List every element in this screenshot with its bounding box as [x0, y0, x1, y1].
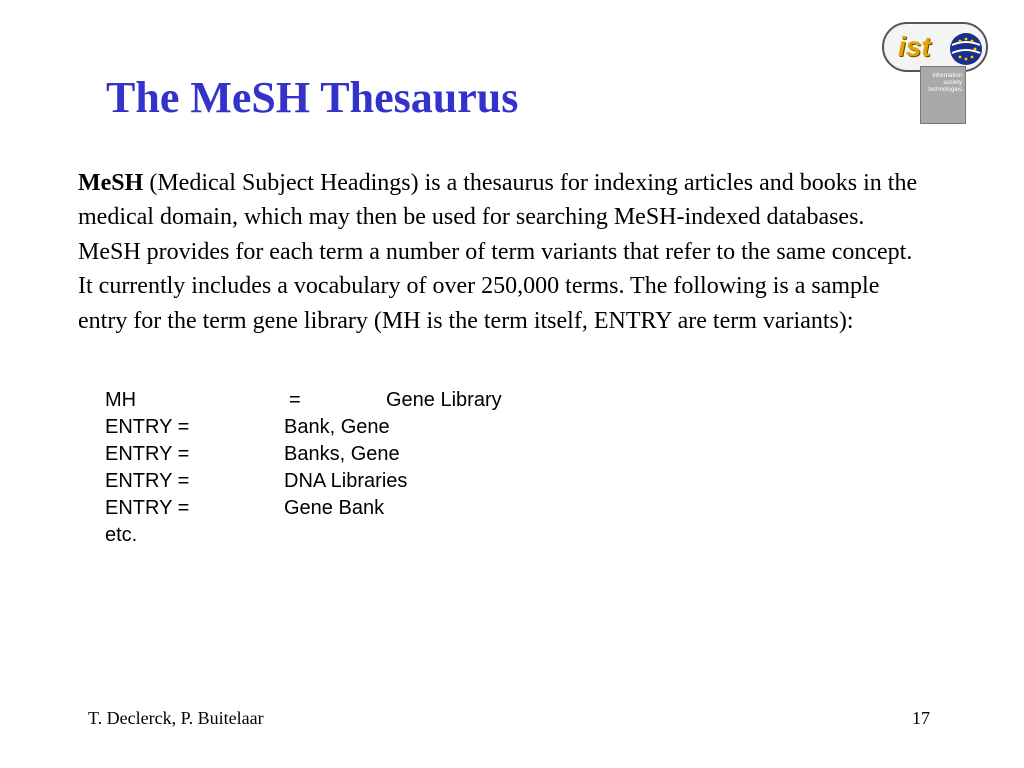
entry-row — [105, 441, 605, 468]
entry-key: ENTRY = — [105, 443, 190, 465]
paragraph-text: (Medical Subject Headings) is a thesaurus for indexing articles and books in the medical domain, which may then be used for searching MeSH-indexed databases. MeSH provides for each term a number of term variants that refer to the same concept. It currently includes a vocabulary of over 250,000 terms. The following is a sample entry for the term gene library (MH is the term itself, ENTRY are term variants): — [78, 170, 918, 334]
logo-plate — [920, 66, 966, 124]
entry-value: Gene Library — [386, 389, 502, 411]
entry-value: Gene Bank — [284, 497, 385, 519]
entry-equals: = — [289, 389, 301, 411]
entry-key: ENTRY = — [105, 470, 190, 492]
entry-value: DNA Libraries — [284, 470, 408, 492]
slide-title: The MeSH Thesaurus — [106, 73, 519, 122]
logo-plate-line: technologies — [928, 87, 962, 93]
mesh-bold-lead: MeSH — [78, 170, 144, 196]
footer-authors: T. Declerck, P. Buitelaar — [88, 708, 264, 728]
entry-row — [105, 468, 605, 495]
logo-wordmark: ist — [898, 31, 931, 62]
logo-badge — [882, 22, 988, 72]
body-paragraph — [78, 166, 918, 338]
footer-page-number: 17 — [912, 708, 930, 728]
entry-row — [105, 387, 605, 414]
entry-key: MH — [105, 389, 137, 411]
entry-key: etc. — [105, 524, 138, 546]
entry-row — [105, 414, 605, 441]
mesh-entry-list — [105, 387, 605, 549]
entry-key: ENTRY = — [105, 416, 190, 438]
globe-icon — [948, 31, 984, 67]
entry-row — [105, 522, 605, 549]
ist-logo — [882, 22, 992, 104]
logo-plate-line: society — [943, 80, 962, 86]
entry-value: Bank, Gene — [284, 416, 390, 438]
entry-row — [105, 495, 605, 522]
entry-value: Banks, Gene — [284, 443, 400, 465]
entry-key: ENTRY = — [105, 497, 190, 519]
logo-plate-line: information — [932, 73, 962, 79]
